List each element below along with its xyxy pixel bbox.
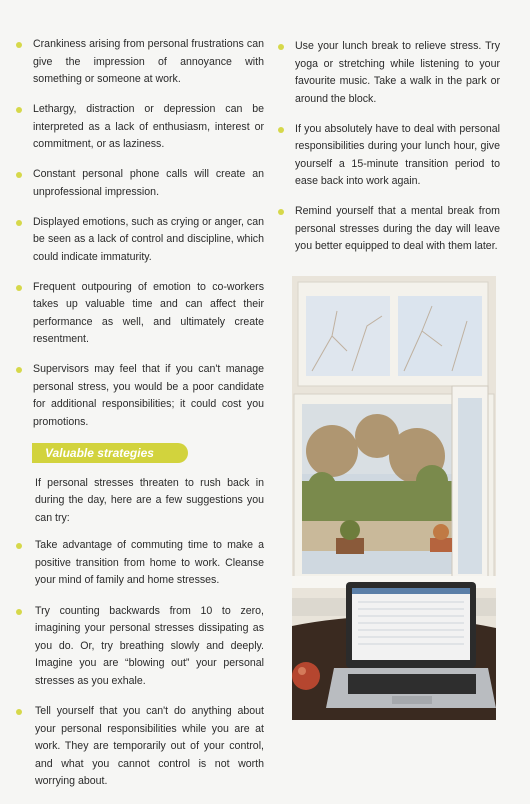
strategy-text: Take advantage of commuting time to make a positive transition from home to work. Cleanse your mind of family and home stresses.: [35, 539, 264, 586]
strategy-text: Tell yourself that you can't do anything about your personal responsibilities while you are at work. They are temporarily out of your control, and what you cannot control is not worth worrying about.: [35, 705, 264, 787]
bullet-text: Frequent outpouring of emotion to co-workers takes up valuable time and can affect their performance as well, and ultimately create resentment.: [33, 280, 264, 345]
bullet-item: [16, 101, 264, 154]
strategy-item: [16, 603, 264, 691]
bullet-item: [16, 36, 264, 89]
strategy-item: [16, 703, 264, 791]
photo-illustration: [292, 276, 496, 720]
bullet-dot: [16, 285, 22, 291]
bullet-item: [278, 121, 500, 191]
window-laptop-photo: [292, 276, 496, 720]
bullet-dot: [278, 127, 284, 133]
bullet-text: Crankiness arising from personal frustrations can give the impression of annoyance with something or someone at work.: [33, 38, 264, 85]
bullet-text: Lethargy, distraction or depression can be interpreted as a lack of enthusiasm, interest or commitment, or as laziness.: [33, 103, 264, 150]
bullet-text: Use your lunch break to relieve stress. Try yoga or stretching while listening to your favourite music. Take a walk in the park or around the block.: [295, 40, 500, 105]
strategy-item: [16, 537, 264, 590]
bullet-dot: [16, 42, 22, 48]
bullet-item: [278, 38, 500, 108]
section-intro: If personal stresses threaten to rush back in during the day, here are a few suggestions you can try:: [35, 476, 264, 524]
bullet-dot: [16, 367, 22, 373]
bullet-item: [16, 166, 264, 201]
bullet-text: Constant personal phone calls will create an unprofessional impression.: [33, 168, 264, 198]
bullet-text: Displayed emotions, such as crying or anger, can be seen as a lack of control and discipline, which could indicate immaturity.: [33, 215, 264, 263]
bullet-dot: [16, 543, 22, 549]
left-column: [16, 36, 264, 804]
bullet-dot: [16, 609, 22, 615]
bullet-text: Remind yourself that a mental break from personal stresses during the day will leave you better equipped to deal with them later.: [295, 205, 500, 252]
section-heading-badge: Valuable strategies: [32, 443, 188, 463]
bullet-dot: [16, 220, 22, 226]
strategy-text: Try counting backwards from 10 to zero, imagining your personal stresses dissipating as you do. Or, try breathing slowly and deeply. Imagine you are “blowing out” your personal stresses as you exhale.: [35, 604, 264, 687]
bullet-text: If you absolutely have to deal with personal responsibilities during your lunch hour, give yourself a 15-minute transition period to ease back into work again.: [295, 122, 500, 187]
bullet-dot: [278, 209, 284, 215]
bullet-item: [278, 203, 500, 256]
bullet-dot: [16, 107, 22, 113]
bullet-item: [16, 279, 264, 349]
right-column: [278, 38, 500, 268]
bullet-item: [16, 214, 264, 267]
bullet-text: Supervisors may feel that if you can't manage personal stress, you would be a poor candidate for additional responsibilities; it could cost you promotions.: [33, 363, 264, 428]
bullet-item: [16, 361, 264, 431]
bullet-dot: [16, 172, 22, 178]
bullet-dot: [278, 44, 284, 50]
bullet-dot: [16, 709, 22, 715]
